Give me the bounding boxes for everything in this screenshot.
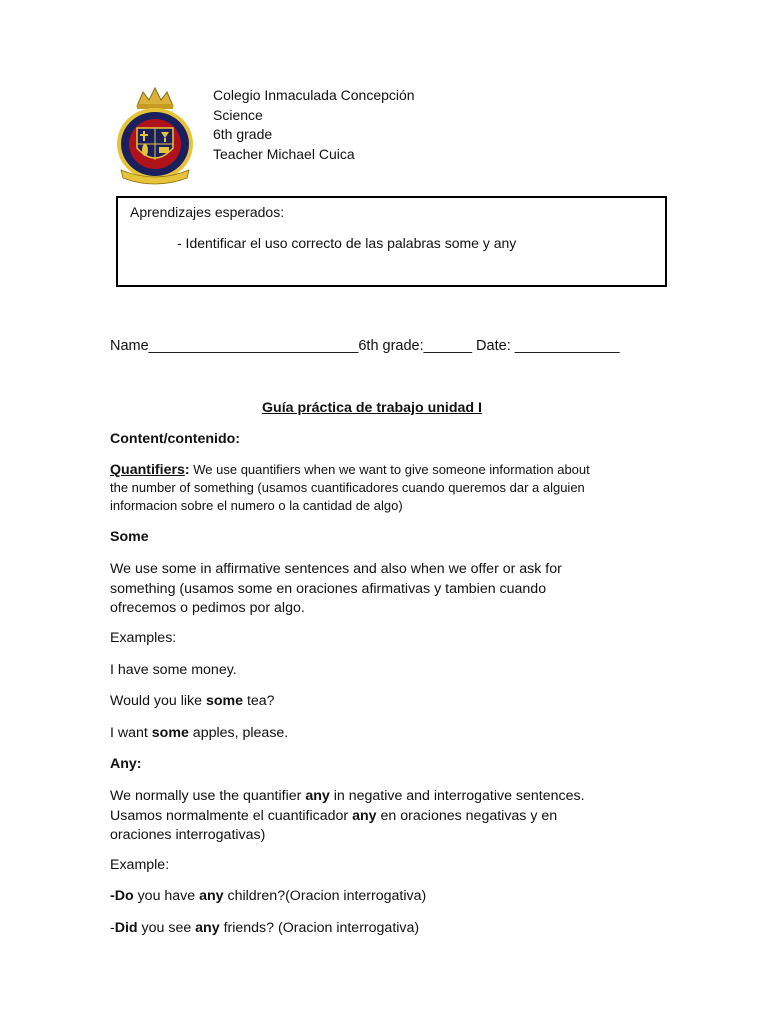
some-example-1: I have some money. xyxy=(110,662,237,678)
objectives-box xyxy=(116,196,667,287)
grade: 6th grade xyxy=(213,126,273,142)
any-example-1: -Do you have any children?(Oracion interrogativa) xyxy=(110,888,427,904)
quantifiers-paragraph: Quantifiers: We use quantifiers when we want to give someone information about the number of something (usamos cuantificadores cuando queremos dar a alguien informacion sobre el numero o la cantidad de algo) xyxy=(110,462,590,513)
any-paragraph: We normally use the quantifier any in negative and interrogative sentences. Usamos normalmente el cuantificador any en oraciones negativas y en oraciones interrogativas) xyxy=(110,788,585,843)
some-examples-label: Examples: xyxy=(110,630,177,646)
school-name: Colegio Inmaculada Concepción xyxy=(213,87,415,103)
teacher: Teacher Michael Cuica xyxy=(213,145,355,162)
school-logo xyxy=(113,86,198,186)
quantifiers-term: Quantifiers xyxy=(110,462,185,478)
objectives-title: Aprendizajes esperados: xyxy=(130,204,285,220)
any-heading: Any: xyxy=(110,756,142,772)
some-example-2: Would you like some tea? xyxy=(110,693,275,709)
student-info-line: Name__________________________6th grade:______ Date: _____________ xyxy=(110,338,620,354)
subject: Science xyxy=(213,106,263,123)
guide-title: Guía práctica de trabajo unidad I xyxy=(262,400,482,416)
some-example-3: I want some apples, please. xyxy=(110,725,289,741)
any-example-label: Example: xyxy=(110,857,170,873)
some-paragraph: We use some in affirmative sentences and also when we offer or ask for something (usamos some en oraciones afirmativas y tambien cuando ofrecemos o pedimos por algo. xyxy=(110,561,562,616)
some-heading: Some xyxy=(110,529,149,545)
any-example-2: -Did you see any friends? (Oracion interrogativa) xyxy=(110,920,420,936)
objectives-item: - Identificar el uso correcto de las palabras some y any xyxy=(177,235,517,251)
content-heading: Content/contenido: xyxy=(110,431,241,447)
